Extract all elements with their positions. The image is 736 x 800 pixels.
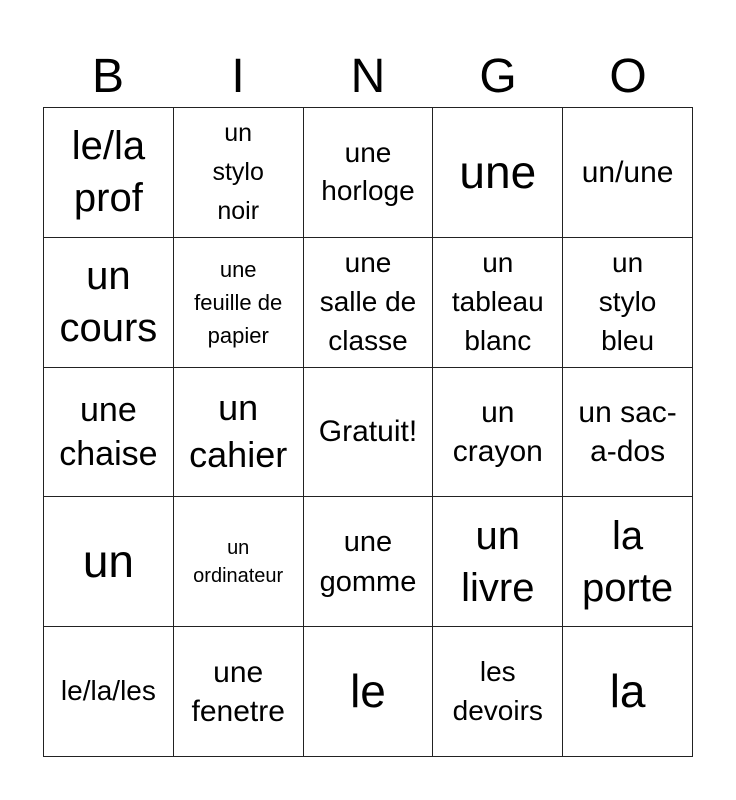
cell-text: un (82, 535, 134, 588)
free-space-text: Gratuit! (318, 415, 418, 449)
bingo-cell-r4-c4[interactable] (433, 497, 563, 627)
header-letter-n: N (350, 50, 386, 103)
bingo-cell-r1-c3[interactable] (304, 108, 434, 238)
cell-text: une gomme (319, 525, 417, 598)
bingo-cell-r1-c2[interactable] (174, 108, 304, 238)
cell-text: un stylo noir (212, 119, 264, 225)
cell-text: une salle de classe (319, 247, 417, 356)
cell-text: un livre (461, 513, 535, 610)
cell-text: un crayon (452, 395, 543, 468)
header-letter-i: I (231, 50, 245, 103)
bingo-cell-r1-c4[interactable] (433, 108, 563, 238)
cell-text: un ordinateur (193, 536, 284, 587)
cell-text: une (459, 145, 537, 198)
cell-text: un stylo bleu (598, 247, 657, 356)
cell-text: les devoirs (452, 655, 543, 726)
bingo-cell-r4-c1[interactable] (44, 497, 174, 627)
bingo-cell-r2-c3[interactable] (304, 238, 434, 368)
bingo-cell-r4-c2[interactable] (174, 497, 304, 627)
bingo-cell-r2-c5[interactable] (563, 238, 693, 368)
cell-text: la porte (582, 513, 674, 610)
bingo-cell-r2-c4[interactable] (433, 238, 563, 368)
bingo-grid (43, 107, 693, 757)
bingo-cell-r3-c1[interactable] (44, 368, 174, 498)
bingo-cell-r5-c1[interactable] (44, 627, 174, 757)
bingo-cell-r1-c5[interactable] (563, 108, 693, 238)
bingo-cell-r5-c5[interactable] (563, 627, 693, 757)
bingo-cell-r4-c5[interactable] (563, 497, 693, 627)
cell-text: un cahier (189, 387, 288, 475)
cell-text: une chaise (59, 390, 158, 473)
bingo-cell-r1-c1[interactable] (44, 108, 174, 238)
header-letter-b: B (91, 50, 124, 103)
cell-text: un/une (581, 155, 674, 189)
cell-text: une horloge (321, 136, 415, 207)
cell-text: la (609, 665, 646, 718)
cell-text: le (350, 665, 386, 718)
bingo-header (43, 48, 693, 106)
cell-text: une fenetre (191, 655, 285, 728)
cell-text: un cours (59, 254, 158, 351)
cell-text: le/la/les (60, 675, 156, 707)
cell-text: le/la prof (71, 124, 146, 221)
bingo-cell-r3-c5[interactable] (563, 368, 693, 498)
bingo-cell-r3-c2[interactable] (174, 368, 304, 498)
bingo-cell-r5-c3[interactable] (304, 627, 434, 757)
bingo-cell-r4-c3[interactable] (304, 497, 434, 627)
bingo-cell-free-space[interactable] (304, 368, 434, 498)
cell-text: un sac- a-dos (578, 395, 677, 468)
bingo-cell-r3-c4[interactable] (433, 368, 563, 498)
bingo-cell-r5-c4[interactable] (433, 627, 563, 757)
bingo-cell-r2-c2[interactable] (174, 238, 304, 368)
cell-text: un tableau blanc (451, 247, 544, 356)
header-letter-g: G (479, 50, 517, 103)
header-letter-o: O (609, 50, 647, 103)
bingo-cell-r2-c1[interactable] (44, 238, 174, 368)
bingo-cell-r5-c2[interactable] (174, 627, 304, 757)
cell-text: une feuille de papier (194, 256, 283, 348)
